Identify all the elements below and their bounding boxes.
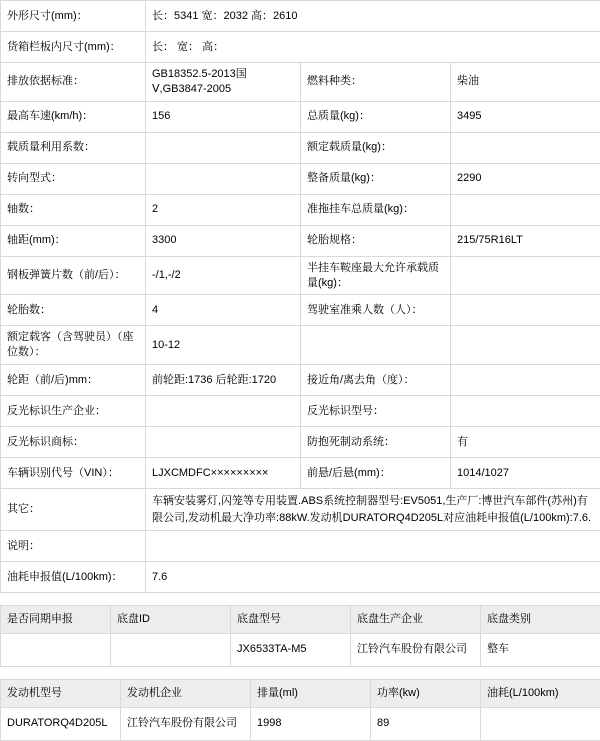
chassis-table: [0, 605, 600, 667]
spec-value: 长：5341 宽：2032 高：2610: [146, 1, 600, 32]
spec-label: 燃料种类：: [301, 63, 451, 102]
spec-label: 反光标识商标：: [1, 427, 146, 458]
spec-label: [301, 326, 451, 365]
spec-label: 排放依据标准：: [1, 63, 146, 102]
spec-value: [146, 132, 301, 163]
column-header-chassis-category: 底盘类别: [481, 606, 600, 634]
cell-engine-model: DURATORQ4D205L: [1, 707, 121, 740]
table-row: [1, 458, 600, 489]
spec-value: 长： 宽： 高：: [146, 32, 600, 63]
column-header-engine-manufacturer: 发动机企业: [121, 679, 251, 707]
spec-label: 整备质量(kg)：: [301, 163, 451, 194]
engine-table: [0, 679, 600, 741]
section-divider-2: [0, 667, 600, 679]
spec-value: GB18352.5-2013国Ⅴ,GB3847-2005: [146, 63, 301, 102]
table-header-row: [1, 606, 600, 634]
table-row: [1, 194, 600, 225]
spec-value: [146, 163, 301, 194]
spec-value: LJXCMDFC×××××××××: [146, 458, 301, 489]
column-header-chassis-model: 底盘型号: [231, 606, 351, 634]
spec-label: 准拖挂车总质量(kg)：: [301, 194, 451, 225]
spec-value: [451, 295, 600, 326]
table-row: [1, 101, 600, 132]
table-row: [1, 256, 600, 295]
spec-label: 额定载质量(kg)：: [301, 132, 451, 163]
spec-value: 2290: [451, 163, 600, 194]
spec-value: 有: [451, 427, 600, 458]
table-row: [1, 1, 600, 32]
spec-label: 总质量(kg)：: [301, 101, 451, 132]
spec-value: -/1,-/2: [146, 256, 301, 295]
column-header-chassis-id: 底盘ID: [111, 606, 231, 634]
table-row: [1, 633, 600, 666]
spec-label: 货箱栏板内尺寸(mm)：: [1, 32, 146, 63]
spec-value: 前轮距:1736 后轮距:1720: [146, 365, 301, 396]
spec-value: [451, 194, 600, 225]
spec-value: 3495: [451, 101, 600, 132]
spec-label: 最高车速(km/h)：: [1, 101, 146, 132]
spec-label: 前悬/后悬(mm)：: [301, 458, 451, 489]
spec-label: 反光标识型号：: [301, 396, 451, 427]
table-header-row: [1, 679, 600, 707]
spec-label: 轴数：: [1, 194, 146, 225]
spec-label: 外形尺寸(mm)：: [1, 1, 146, 32]
cell-fuel-consumption: [481, 707, 600, 740]
cell-chassis-model: JX6533TA-M5: [231, 633, 351, 666]
table-row: [1, 427, 600, 458]
spec-value: 7.6: [146, 562, 600, 593]
spec-label: 钢板弹簧片数（前/后）：: [1, 256, 146, 295]
cell-same-period: [1, 633, 111, 666]
table-row: [1, 489, 600, 531]
spec-value: 156: [146, 101, 301, 132]
spec-label: 说明：: [1, 531, 146, 562]
column-header-fuel-consumption: 油耗(L/100km): [481, 679, 600, 707]
spec-label: 驾驶室准乘人数（人）：: [301, 295, 451, 326]
spec-value: [451, 326, 600, 365]
table-row: [1, 63, 600, 102]
table-row: [1, 32, 600, 63]
table-row: [1, 163, 600, 194]
table-row: [1, 326, 600, 365]
spec-value: 柴油: [451, 63, 600, 102]
table-row: [1, 396, 600, 427]
spec-value: [146, 531, 600, 562]
spec-label: 反光标识生产企业：: [1, 396, 146, 427]
spec-value: 10-12: [146, 326, 301, 365]
spec-value: 1014/1027: [451, 458, 600, 489]
spec-value: 3300: [146, 225, 301, 256]
spec-label: 轴距(mm)：: [1, 225, 146, 256]
spec-value: [146, 396, 301, 427]
table-row: [1, 295, 600, 326]
spec-label: 半挂车鞍座最大允许承载质量(kg)：: [301, 256, 451, 295]
spec-value: [451, 365, 600, 396]
cell-chassis-id: [111, 633, 231, 666]
table-row: [1, 531, 600, 562]
section-divider: [0, 593, 600, 605]
spec-value: 4: [146, 295, 301, 326]
table-row: [1, 225, 600, 256]
spec-value: 2: [146, 194, 301, 225]
spec-label: 防抱死制动系统：: [301, 427, 451, 458]
table-row: [1, 707, 600, 740]
spec-value: [451, 132, 600, 163]
column-header-chassis-manufacturer: 底盘生产企业: [351, 606, 481, 634]
spec-label: 油耗申报值(L/100km)：: [1, 562, 146, 593]
cell-displacement: 1998: [251, 707, 371, 740]
spec-value: 215/75R16LT: [451, 225, 600, 256]
column-header-displacement: 排量(ml): [251, 679, 371, 707]
spec-label: 车辆识别代号（VIN）：: [1, 458, 146, 489]
column-header-power: 功率(kw): [371, 679, 481, 707]
spec-label: 接近角/离去角（度）：: [301, 365, 451, 396]
spec-value: [451, 396, 600, 427]
column-header-engine-model: 发动机型号: [1, 679, 121, 707]
cell-power: 89: [371, 707, 481, 740]
spec-label: 轮胎数：: [1, 295, 146, 326]
spec-label: 额定载客（含驾驶员）（座位数）：: [1, 326, 146, 365]
cell-engine-manufacturer: 江铃汽车股份有限公司: [121, 707, 251, 740]
spec-value-notes: 车辆安装雾灯,闪笼等专用装置.ABS系统控制器型号:EV5051,生产厂:博世汽车部件(苏州)有限公司,发动机最大净功率:88kW.发动机DURATORQ4D205L对应油耗申报值(L/100km):7.6.: [146, 489, 600, 531]
spec-value: [451, 256, 600, 295]
table-row: [1, 365, 600, 396]
spec-label: 转向型式：: [1, 163, 146, 194]
table-row: [1, 562, 600, 593]
table-row: [1, 132, 600, 163]
spec-value: [146, 427, 301, 458]
column-header-same-period: 是否同期申报: [1, 606, 111, 634]
cell-chassis-manufacturer: 江铃汽车股份有限公司: [351, 633, 481, 666]
spec-label: 载质量利用系数：: [1, 132, 146, 163]
spec-label: 其它：: [1, 489, 146, 531]
spec-label: 轮胎规格：: [301, 225, 451, 256]
spec-label: 轮距（前/后)mm：: [1, 365, 146, 396]
cell-chassis-category: 整车: [481, 633, 600, 666]
